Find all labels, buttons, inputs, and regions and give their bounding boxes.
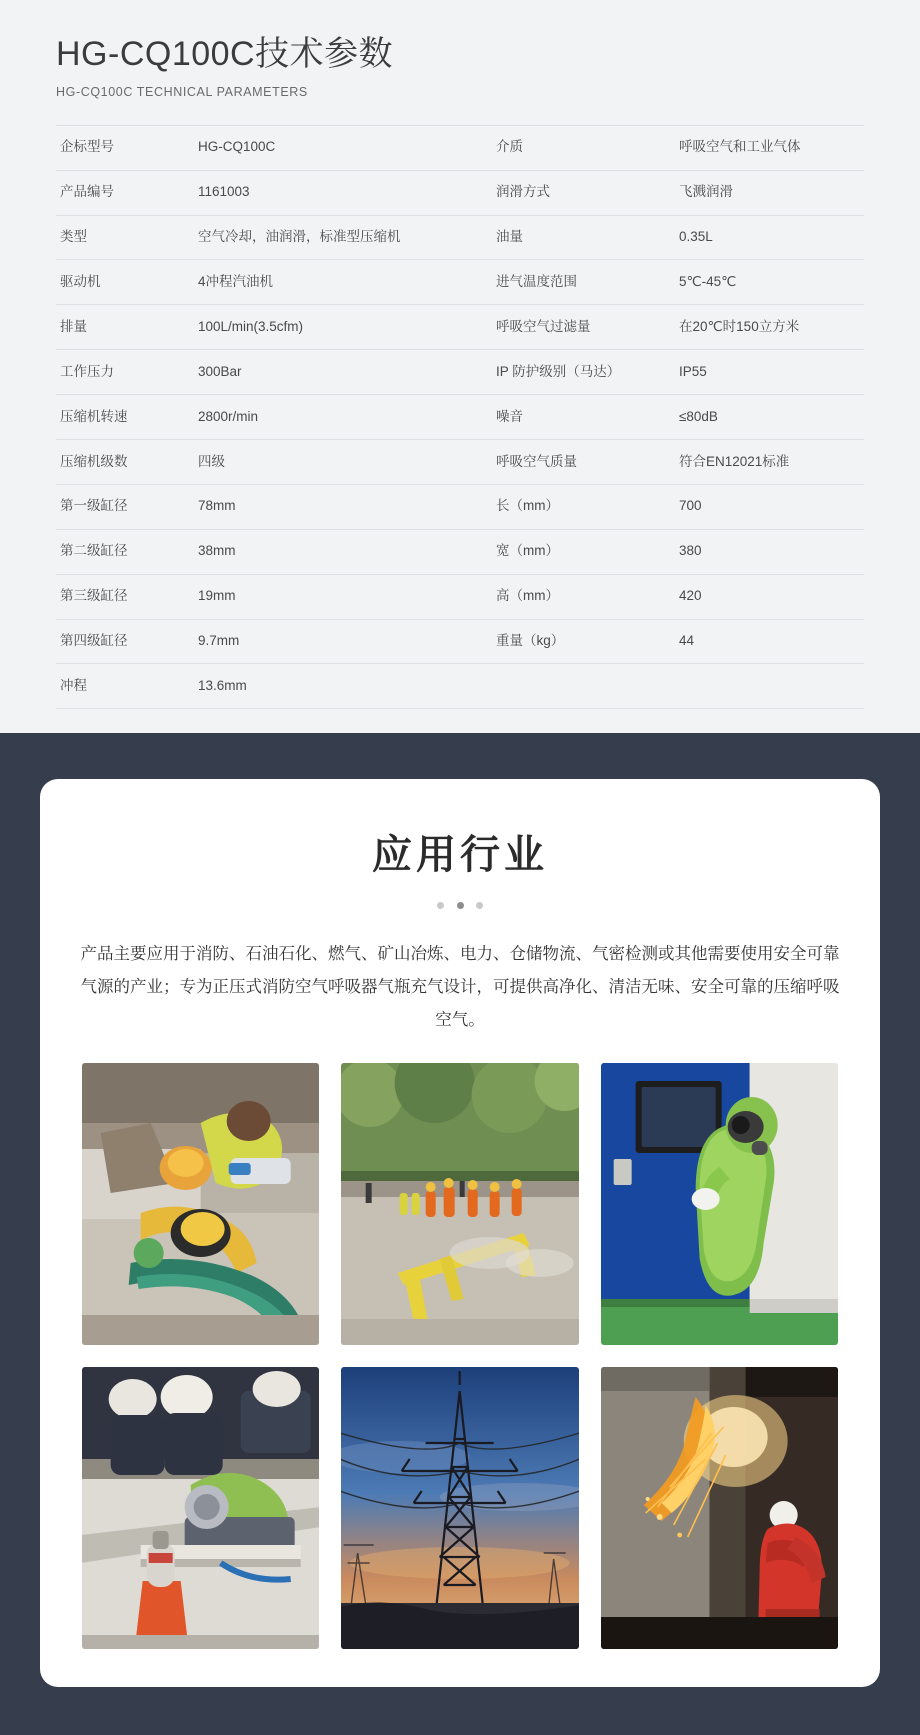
- spec-value: 300Bar: [198, 363, 242, 379]
- table-row: [56, 619, 864, 664]
- spec-value: 700: [679, 498, 702, 514]
- spec-value: 符合EN12021标准: [679, 453, 790, 469]
- table-row: [56, 484, 864, 529]
- application-title: 应用行业: [372, 833, 548, 878]
- spec-label: [492, 664, 675, 709]
- spec-label: 润滑方式: [496, 184, 550, 200]
- table-row: [56, 260, 864, 305]
- spec-value: 9.7mm: [198, 633, 240, 649]
- spec-label: 排量: [60, 318, 87, 334]
- spec-label: 重量（kg）: [496, 633, 565, 649]
- table-row: [56, 664, 864, 709]
- spec-label: 产品编号: [60, 184, 114, 200]
- spec-value: 四级: [198, 453, 225, 469]
- dot-icon: [437, 902, 444, 909]
- page-subtitle: HG-CQ100C TECHNICAL PARAMETERS: [56, 84, 308, 99]
- photo-firefighting-drill: [341, 1063, 578, 1345]
- table-row: [56, 574, 864, 619]
- spec-label: 企标型号: [60, 139, 114, 155]
- spec-value: 空气冷却，油润滑，标准型压缩机: [198, 229, 401, 245]
- dot-icon: [476, 902, 483, 909]
- spec-label: 高（mm）: [496, 588, 559, 604]
- spec-label: 工作压力: [60, 363, 114, 379]
- spec-value: 在20℃时150立方米: [679, 318, 800, 334]
- spec-value: ≤80dB: [679, 408, 718, 424]
- spec-value: 飞溅润滑: [679, 184, 733, 200]
- table-row: [56, 215, 864, 260]
- spec-label: 第一级缸径: [60, 498, 128, 514]
- spec-label: 压缩机级数: [60, 453, 128, 469]
- spec-label: 冲程: [60, 677, 87, 693]
- table-row: [56, 170, 864, 215]
- spec-label: IP 防护级别（马达）: [496, 363, 621, 379]
- spec-label: 进气温度范围: [496, 273, 577, 289]
- spec-label: 第三级缸径: [60, 588, 128, 604]
- photo-confined-space-rescue: [82, 1063, 319, 1345]
- specifications-table: [56, 125, 864, 710]
- photo-compressor-maintenance: [82, 1367, 319, 1649]
- spec-value: 13.6mm: [198, 677, 247, 693]
- spec-value: 44: [679, 633, 695, 649]
- page-title: HG-CQ100C技术参数: [56, 35, 394, 73]
- table-row: [56, 395, 864, 440]
- spec-value: 420: [679, 588, 702, 604]
- table-row: [56, 305, 864, 350]
- specifications-section: [0, 0, 920, 733]
- spec-value: 呼吸空气和工业气体: [679, 139, 801, 155]
- application-description: 产品主要应用于消防、石油石化、燃气、矿山冶炼、电力、仓储物流、气密检测或其他需要使用安全可靠气源的产业；专为正压式消防空气呼吸器气瓶充气设计，可提供高净化、清洁无味、安全可靠的压缩呼吸空气。: [80, 945, 840, 1030]
- spec-label: 驱动机: [60, 273, 101, 289]
- spec-label: 呼吸空气过滤量: [496, 318, 591, 334]
- dot-icon: [457, 902, 464, 909]
- table-row: [56, 529, 864, 574]
- application-gallery: [64, 1063, 856, 1649]
- spec-label: 压缩机转速: [60, 408, 128, 424]
- spec-value: 19mm: [198, 588, 236, 604]
- spec-label: 油量: [496, 229, 523, 245]
- spec-value: 100L/min(3.5cfm): [198, 318, 304, 334]
- table-row: [56, 440, 864, 485]
- spec-value: HG-CQ100C: [198, 139, 276, 155]
- spec-value: 1161003: [198, 184, 250, 200]
- spec-label: 介质: [496, 139, 523, 155]
- spec-label: 第二级缸径: [60, 543, 128, 559]
- spec-value: 380: [679, 543, 702, 559]
- spec-value: [675, 664, 864, 709]
- spec-value: 5℃-45℃: [679, 273, 737, 289]
- spec-value: 4冲程汽油机: [198, 273, 274, 289]
- spec-label: 呼吸空气质量: [496, 453, 577, 469]
- decorative-dots: [64, 896, 856, 914]
- photo-power-transmission-tower: [341, 1367, 578, 1649]
- application-card: [40, 779, 880, 1687]
- spec-label: 噪音: [496, 408, 523, 424]
- spec-label: 类型: [60, 229, 87, 245]
- spec-value: IP55: [679, 363, 707, 379]
- spec-value: 2800r/min: [198, 408, 259, 424]
- spec-value: 0.35L: [679, 229, 713, 245]
- spec-value: 38mm: [198, 543, 236, 559]
- table-row: [56, 350, 864, 395]
- spec-label: 长（mm）: [496, 498, 559, 514]
- photo-chemical-protective-suit: [601, 1063, 838, 1345]
- spec-label: 第四级缸径: [60, 633, 128, 649]
- application-section: [0, 733, 920, 1735]
- spec-label: 宽（mm）: [496, 543, 559, 559]
- table-row: [56, 125, 864, 170]
- photo-steel-furnace-worker: [601, 1367, 838, 1649]
- spec-value: 78mm: [198, 498, 236, 514]
